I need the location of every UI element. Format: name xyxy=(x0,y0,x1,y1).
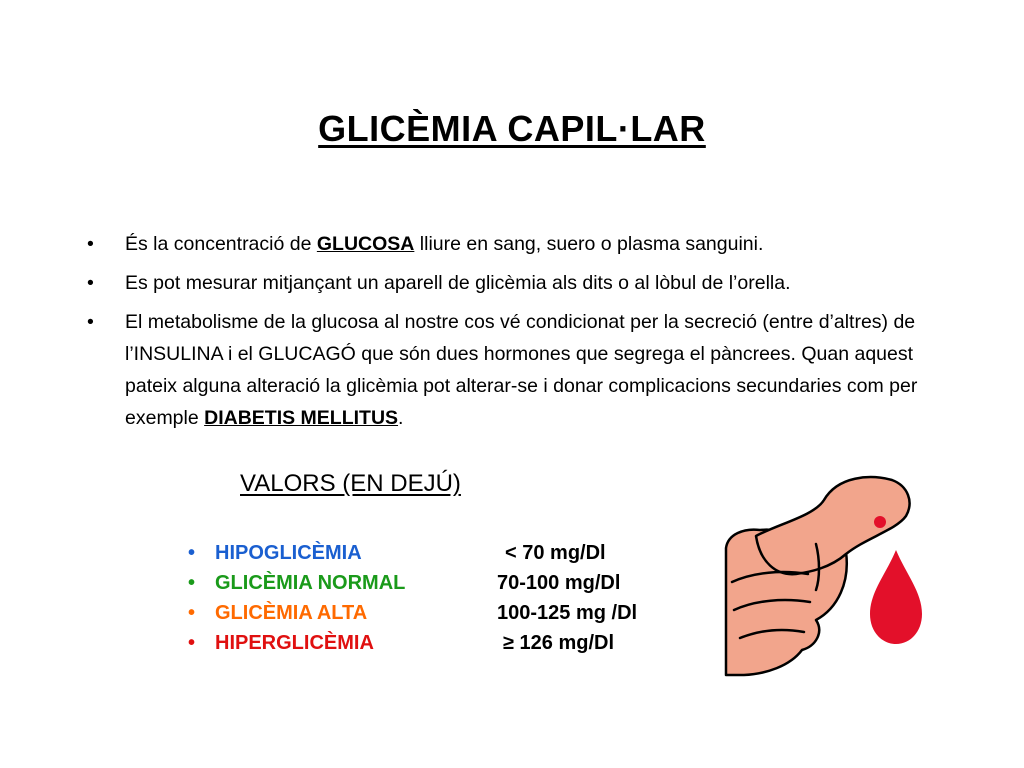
bullet-dot: • xyxy=(87,233,94,255)
bullet-item xyxy=(0,267,1024,299)
value-row-hipoglicemia xyxy=(0,538,720,568)
value-label: GLICÈMIA ALTA xyxy=(215,602,368,624)
finger-icon xyxy=(726,477,910,675)
bullet-item xyxy=(0,306,1024,434)
keyword-diabetis-mellitus: DIABETIS MELLITUS xyxy=(204,407,399,429)
keyword-glucosa: GLUCOSA xyxy=(316,233,415,255)
bullet-text: Es pot mesurar mitjançant un aparell de glicèmia als dits o al lòbul de l’orella. xyxy=(125,272,791,294)
value-label: GLICÈMIA NORMAL xyxy=(215,572,406,594)
puncture-dot xyxy=(874,516,886,528)
value-bullet: • xyxy=(188,572,196,594)
value-range: ≥ 126 mg/Dl xyxy=(503,632,615,654)
bullet-text: . xyxy=(398,407,404,429)
blood-drop xyxy=(870,550,922,644)
bullet-text: És la concentració de xyxy=(125,233,317,255)
value-range: 70-100 mg/Dl xyxy=(497,572,621,594)
bullet-dot: • xyxy=(87,272,94,294)
value-range: < 70 mg/Dl xyxy=(505,542,606,564)
bullet-text: El metabolisme de la glucosa al nostre cos vé condicionat per la secreció (entre d’altres) de l’INSULINA i el GLUCAGÓ que són dues hormones que segrega el pàncrees. Quan aquest pateix alguna alteració la glicèmia pot alterar-se i donar complicacions secundaries com per exemple xyxy=(125,311,918,429)
value-label: HIPERGLICÈMIA xyxy=(215,632,374,654)
value-row-glicemia-alta xyxy=(0,598,720,628)
value-bullet: • xyxy=(188,542,196,564)
value-row-glicemia-normal xyxy=(0,568,720,598)
bullet-text: lliure en sang, suero o plasma sanguini. xyxy=(414,233,764,255)
bullet-list xyxy=(0,228,1024,441)
value-row-hiperglicemia xyxy=(0,628,720,658)
index-finger xyxy=(756,477,910,574)
value-range: 100-125 mg /Dl xyxy=(497,602,638,624)
value-label: HIPOGLICÈMIA xyxy=(215,542,362,564)
value-bullet: • xyxy=(188,632,196,654)
bullet-item xyxy=(0,228,1024,260)
value-bullet: • xyxy=(188,602,196,624)
bullet-dot: • xyxy=(87,311,94,333)
finger-blood-drop-icon xyxy=(720,470,945,680)
values-list xyxy=(0,538,720,658)
values-subtitle: VALORS (EN DEJÚ) xyxy=(240,470,461,497)
slide-title: GLICÈMIA CAPIL·LAR xyxy=(318,108,706,149)
